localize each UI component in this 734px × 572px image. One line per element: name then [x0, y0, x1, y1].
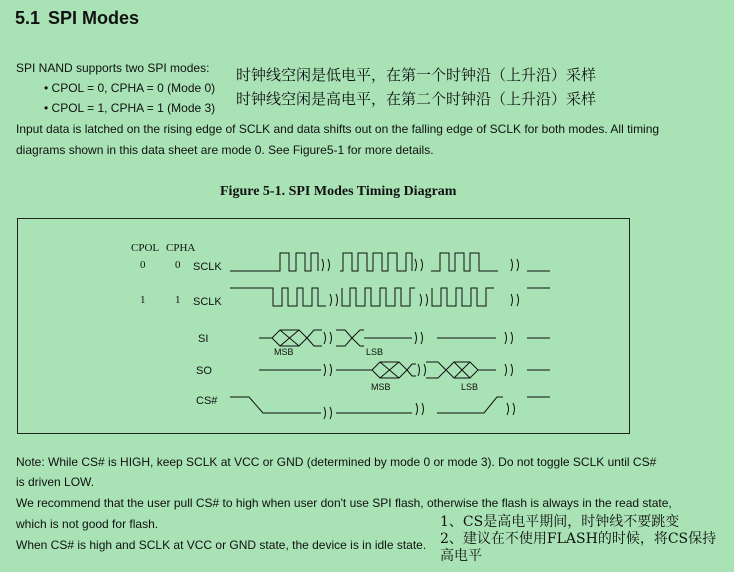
signal-cs: CS#: [196, 395, 218, 407]
signal-sclk-mode0: SCLK: [193, 261, 222, 273]
paragraph-line-2: diagrams shown in this data sheet are mode 0. See Figure5-1 for more details.: [16, 143, 434, 157]
note-line-2: is driven LOW.: [16, 475, 95, 489]
si-msb-label: MSB: [274, 347, 294, 357]
row1-cpol: 1: [140, 294, 146, 306]
note-line-1: Note: While CS# is HIGH, keep SCLK at VCC or GND (determined by mode 0 or mode 3). Do not toggle SCLK until CS#: [16, 455, 657, 469]
so-waveform: [259, 362, 550, 378]
mode-0-text: • CPOL = 0, CPHA = 0 (Mode 0): [44, 81, 216, 95]
mode-0-annotation: 时钟线空闲是低电平，在第一个时钟沿（上升沿）采样: [236, 66, 597, 84]
section-title: SPI Modes: [48, 8, 140, 28]
cpha-header: CPHA: [166, 242, 196, 254]
cn-annotation-1: 1、CS是高电平期间，时钟线不要跳变: [440, 514, 680, 530]
row0-cpol: 0: [140, 259, 146, 271]
signal-si: SI: [198, 333, 209, 345]
sclk-mode0-waveform: [230, 253, 550, 271]
intro-text: SPI NAND supports two SPI modes:: [16, 61, 210, 75]
row0-cpha: 0: [175, 259, 181, 271]
note-line-4: which is not good for flash.: [16, 517, 159, 531]
si-lsb-label: LSB: [366, 347, 384, 357]
signal-so: SO: [196, 365, 212, 377]
so-lsb-label: LSB: [461, 382, 479, 392]
row1-cpha: 1: [175, 294, 181, 306]
cn-annotation-3: 高电平: [440, 548, 482, 564]
paragraph-line-1: Input data is latched on the rising edge of SCLK and data shifts out on the falling edge of SCLK for both modes. All timing: [16, 122, 660, 136]
signal-sclk-mode3: SCLK: [193, 296, 222, 308]
section-number: 5.1: [15, 8, 41, 28]
si-waveform: [259, 330, 550, 346]
mode-3-text: • CPOL = 1, CPHA = 1 (Mode 3): [44, 101, 216, 115]
sclk-mode3-waveform: [230, 288, 550, 306]
note-line-5: When CS# is high and SCLK at VCC or GND state, the device is in idle state.: [16, 538, 427, 552]
so-msb-label: MSB: [371, 382, 391, 392]
figure-caption: Figure 5-1. SPI Modes Timing Diagram: [220, 184, 457, 199]
cpol-header: CPOL: [131, 242, 160, 254]
mode-3-annotation: 时钟线空闲是高电平，在第二个时钟沿（上升沿）采样: [236, 90, 597, 108]
cs-waveform: [230, 397, 550, 419]
cn-annotation-2: 2、建议在不使用FLASH的时候，将CS保持: [440, 531, 717, 547]
note-line-3: We recommend that the user pull CS# to high when user don't use SPI flash, otherwise the flash is always in the read state,: [16, 496, 672, 510]
